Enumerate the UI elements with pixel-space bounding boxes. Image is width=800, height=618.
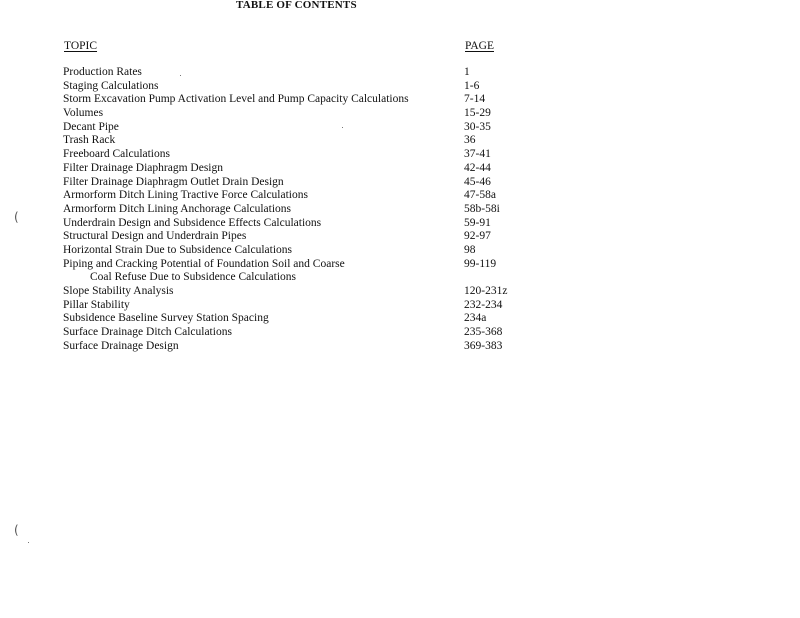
toc-topic: Freeboard Calculations (63, 148, 170, 161)
toc-row (0, 176, 800, 190)
toc-page-range: 47-58a (464, 189, 496, 202)
topic-column-header: TOPIC (64, 40, 98, 52)
toc-page-range: 1 (464, 66, 470, 78)
toc-topic: Slope Stability Analysis (63, 285, 174, 297)
scan-speck (28, 542, 29, 543)
toc-page-range: 235-368 (464, 326, 503, 339)
toc-topic: Filter Drainage Diaphragm Design (63, 161, 223, 174)
punch-hole-mark: ( (14, 523, 19, 537)
toc-row (0, 299, 800, 313)
toc-topic: Armorform Ditch Lining Anchorage Calculations (63, 202, 292, 215)
toc-topic-continuation: Coal Refuse Due to Subsidence Calculations (90, 271, 297, 284)
toc-row (0, 148, 800, 162)
toc-topic: Underdrain Design and Subsidence Effects Calculations (63, 216, 322, 229)
toc-page-range: 58b-58i (464, 202, 500, 215)
toc-topic: Volumes (63, 107, 104, 120)
toc-topic: Piping and Cracking Potential of Foundation Soil and Coarse (63, 257, 345, 270)
toc-row (0, 326, 800, 340)
toc-page-range: 36 (464, 134, 476, 147)
toc-row (0, 80, 800, 94)
toc-row (0, 121, 800, 135)
toc-topic: Pillar Stability (63, 298, 130, 311)
punch-hole-mark: ( (14, 210, 19, 224)
toc-row (0, 285, 800, 299)
toc-page-range: 30-35 (464, 120, 491, 133)
toc-row (0, 312, 800, 326)
toc-topic: Production Rates (63, 66, 142, 78)
toc-page-range: 369-383 (464, 339, 503, 352)
toc-row (0, 162, 800, 176)
toc-topic: Structural Design and Underdrain Pipes (63, 230, 247, 243)
toc-row (0, 107, 800, 121)
toc-page-range: 7-14 (464, 93, 486, 106)
toc-page-range: 99-119 (464, 257, 497, 270)
toc-page-range: 45-46 (464, 175, 491, 188)
toc-topic: Filter Drainage Diaphragm Outlet Drain Design (63, 175, 284, 188)
toc-topic: Horizontal Strain Due to Subsidence Calculations (63, 243, 292, 256)
toc-page-range: 232-234 (464, 298, 503, 311)
toc-row (0, 93, 800, 107)
toc-row (0, 203, 800, 217)
scan-speck (342, 127, 343, 128)
toc-page-range: 1-6 (464, 79, 480, 92)
scan-speck (180, 75, 181, 76)
toc-topic: Trash Rack (63, 134, 116, 147)
toc-topic: Decant Pipe (63, 120, 119, 133)
toc-topic: Surface Drainage Design (63, 339, 179, 352)
toc-row (0, 258, 800, 272)
toc-page-range: 37-41 (464, 148, 491, 161)
toc-topic: Subsidence Baseline Survey Station Spacing (63, 312, 269, 325)
toc-page-range: 234a (464, 312, 487, 325)
toc-row (0, 217, 800, 231)
toc-row (0, 66, 800, 80)
toc-list (0, 66, 800, 353)
toc-page-range: 120-231z (464, 285, 508, 297)
toc-row (0, 244, 800, 258)
page-title: TABLE OF CONTENTS (236, 0, 357, 11)
toc-topic: Staging Calculations (63, 79, 159, 92)
toc-topic: Storm Excavation Pump Activation Level and Pump Capacity Calculations (63, 93, 409, 106)
toc-row (0, 230, 800, 244)
toc-row (0, 189, 800, 203)
toc-page-range: 15-29 (464, 107, 491, 120)
toc-row-continuation (0, 271, 800, 285)
toc-topic: Surface Drainage Ditch Calculations (63, 326, 232, 339)
toc-page-range: 42-44 (464, 161, 491, 174)
toc-page-range: 92-97 (464, 230, 491, 243)
toc-page-range: 98 (464, 243, 476, 256)
page-column-header: PAGE (465, 40, 494, 52)
toc-page-range: 59-91 (464, 216, 491, 229)
toc-row (0, 340, 800, 354)
toc-topic: Armorform Ditch Lining Tractive Force Calculations (63, 189, 308, 202)
toc-row (0, 134, 800, 148)
